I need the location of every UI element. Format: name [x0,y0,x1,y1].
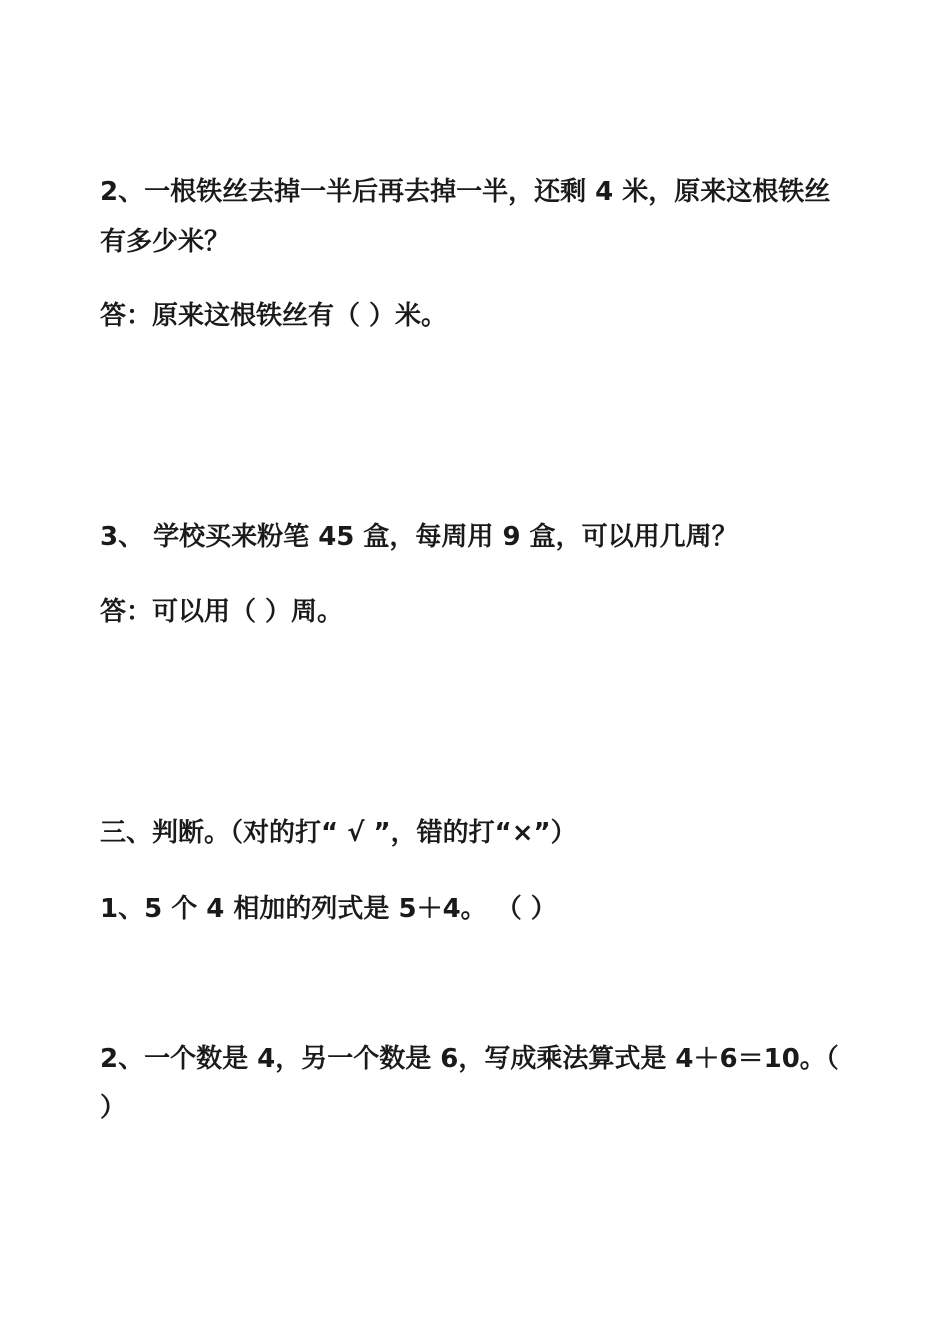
problem-2-question-line-1: 2、一根铁丝去掉一半后再去掉一半，还剩 4 米，原来这根铁丝 [100,177,831,207]
problem-3-question: 3、 学校买来粉笔 45 盒，每周用 9 盒，可以用几周？ [100,522,738,552]
judgement-item-2-line-1: 2、一个数是 4，另一个数是 6，写成乘法算式是 4＋6＝10。（ [100,1044,839,1074]
problem-3-answer: 答：可以用（ ）周。 [100,597,344,627]
section-3-heading: 三、判断。（对的打“ √ ”，错的打“×”） [100,818,577,848]
judgement-item-1: 1、5 个 4 相加的列式是 5＋4。 （ ） [100,894,557,924]
problem-2-question-line-2: 有多少米？ [100,227,231,257]
judgement-item-2-line-2: ） [100,1093,127,1123]
problem-2-answer: 答：原来这根铁丝有（ ）米。 [100,301,448,331]
